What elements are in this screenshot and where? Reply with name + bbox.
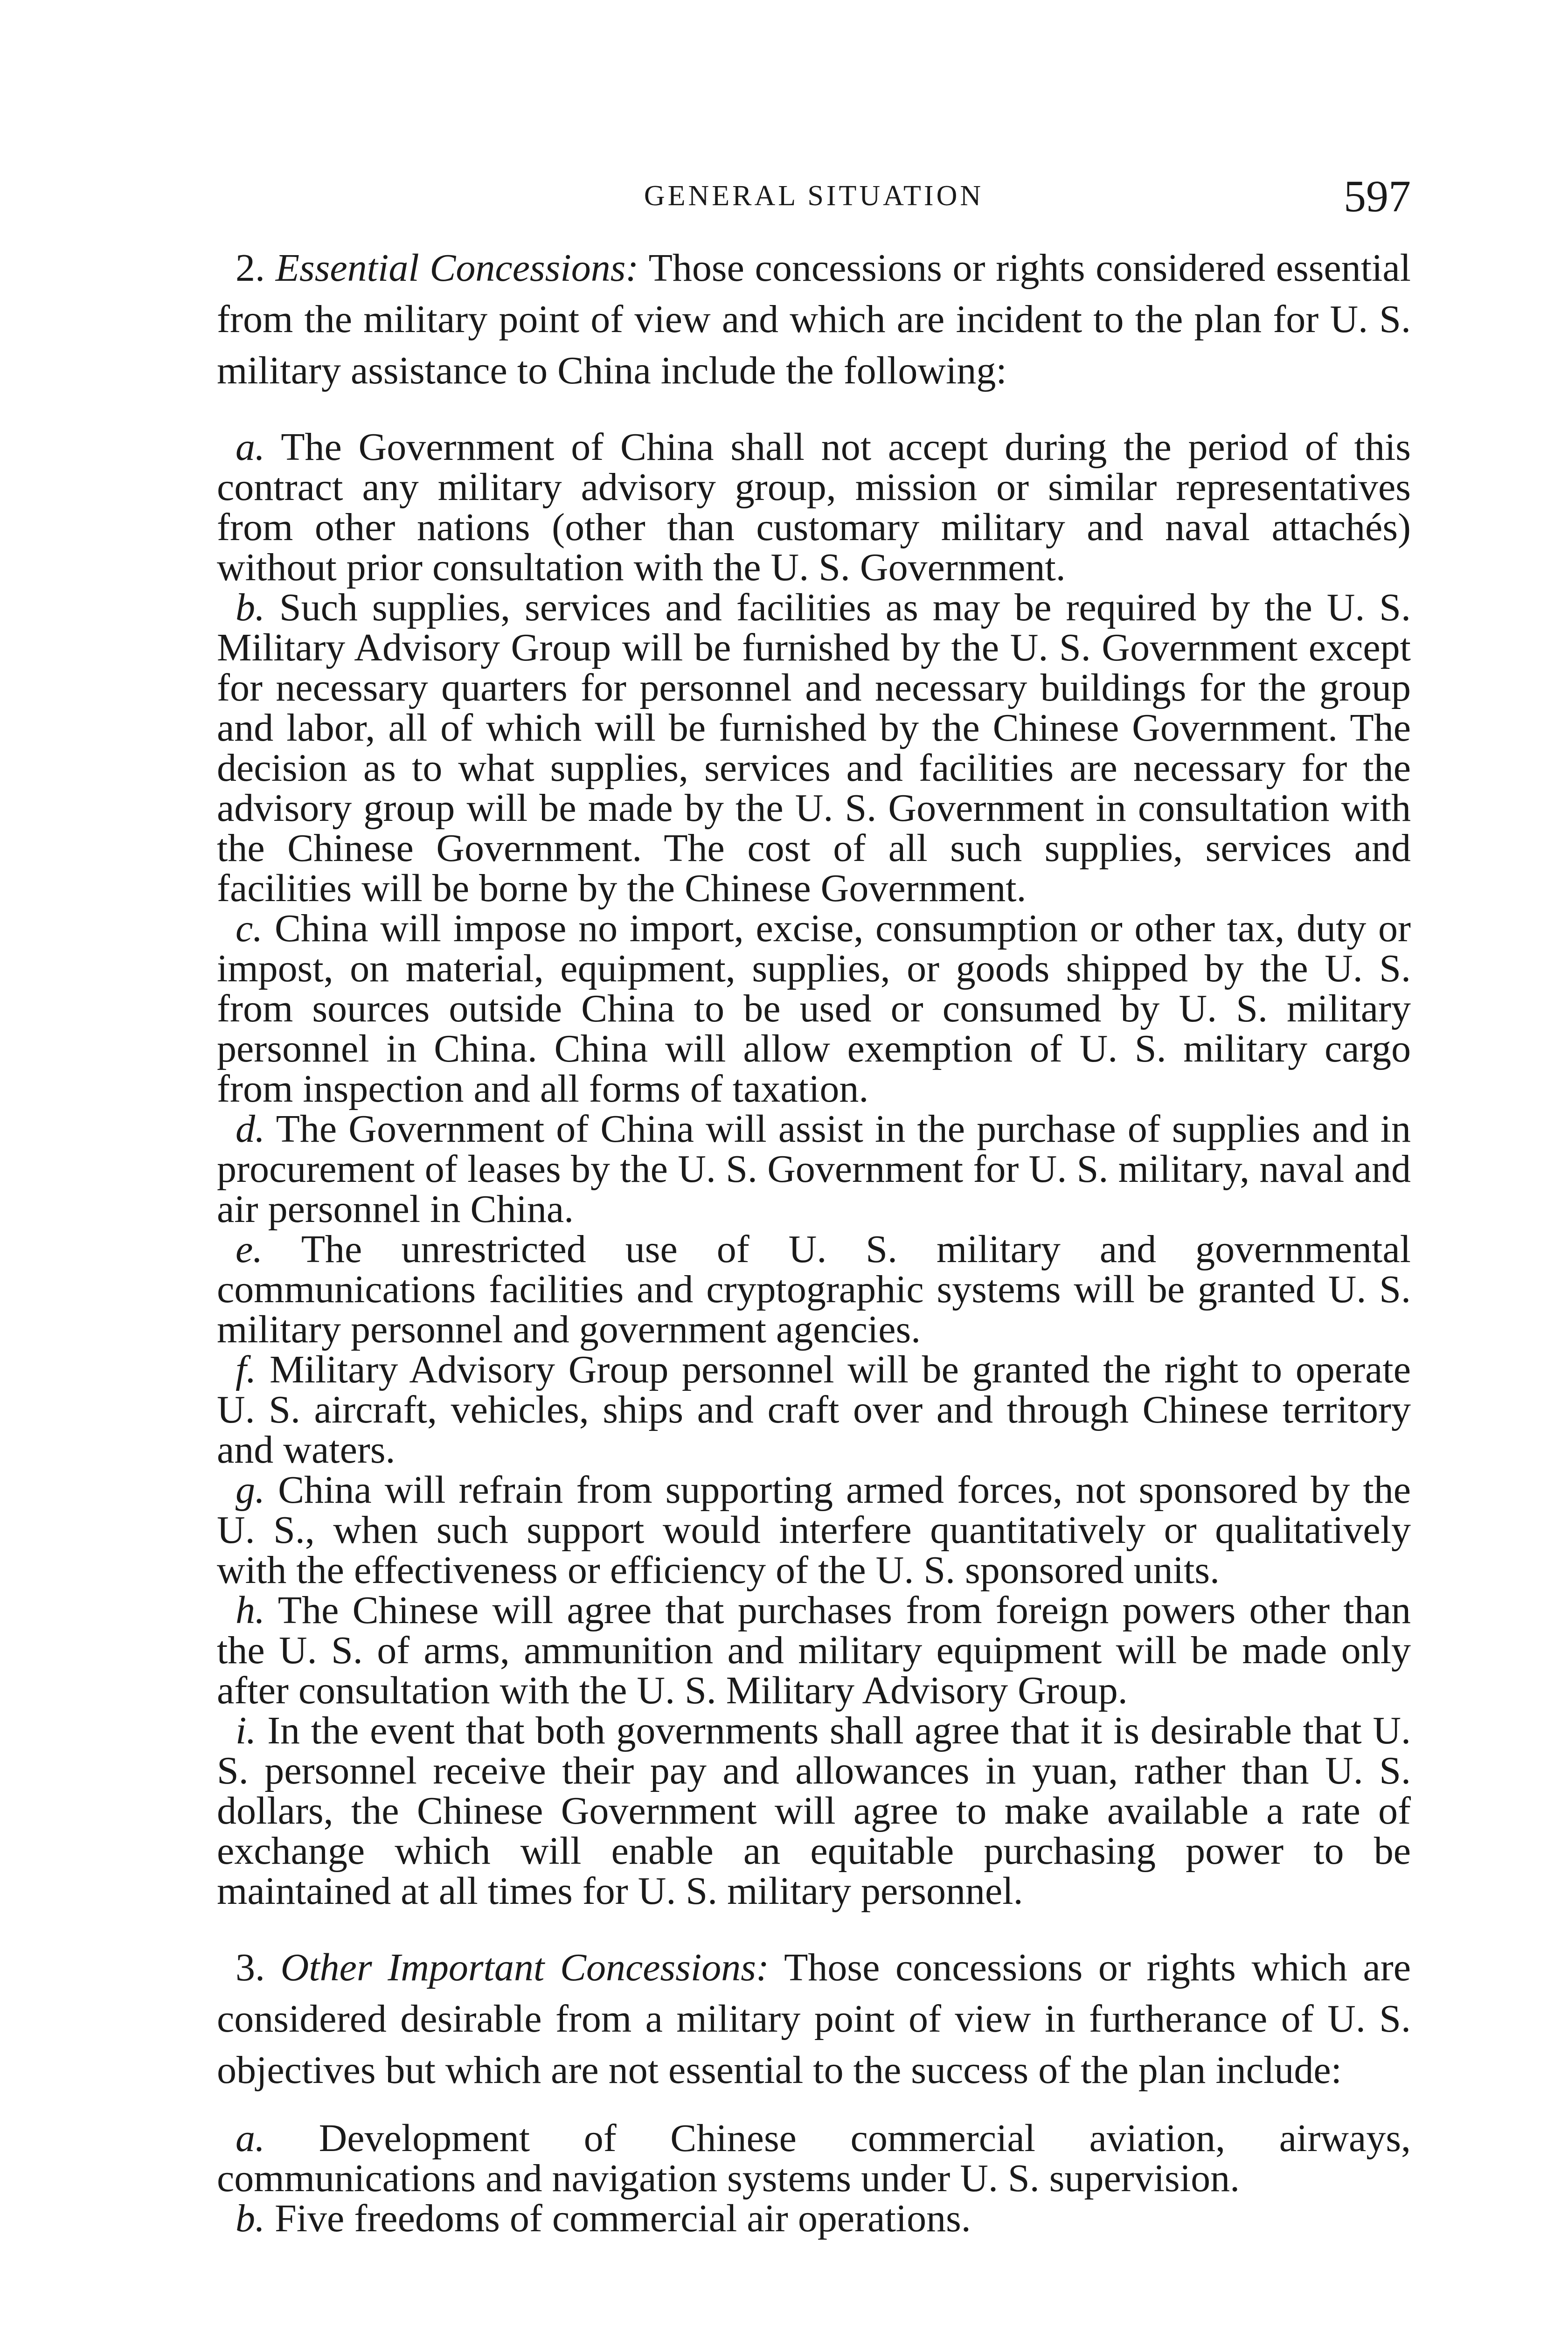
item-text: China will impose no import, excise, consumption or other tax, duty or impost, on material, equipment, supplies, or goods shipped by the U. S. from sources outside China to be used or consumed by U. S. military personnel in China. China will allow exemption of U. S. military cargo from inspection and all forms of taxation. (217, 907, 1411, 1110)
running-title: GENERAL SITUATION (644, 180, 984, 212)
item-text: The unrestricted use of U. S. military and governmental communications facilities and cryptographic systems will be granted U. S. military personnel and government agencies. (217, 1228, 1411, 1351)
item-letter: h. (236, 1589, 265, 1632)
item-text: Five freedoms of commercial air operations. (275, 2197, 971, 2240)
item-text: The Government of China will assist in the purchase of supplies and in procurement of leases by the U. S. Government for U. S. military, naval and air personnel in China. (217, 1107, 1411, 1231)
item-text: The Chinese will agree that purchases from foreign powers other than the U. S. of arms, ammunition and military equipment will be made only after consultation with the U. S. Military Advisory Group. (217, 1589, 1411, 1712)
item-letter: g. (236, 1468, 265, 1512)
item-letter: i. (236, 1709, 257, 1752)
section-3-item-a (217, 2118, 1411, 2199)
item-letter: b. (236, 2197, 265, 2240)
section-2-item-e (217, 1229, 1411, 1350)
item-letter: f. (236, 1348, 257, 1391)
item-letter: a. (236, 2117, 265, 2160)
section-3-heading: Other Important Concessions: (280, 1946, 769, 1989)
section-2-item-g (217, 1470, 1411, 1590)
section-3-item-b (217, 2199, 1411, 2239)
item-text: Development of Chinese commercial aviation, airways, communications and navigation systems under U. S. supervision. (217, 2117, 1411, 2200)
body-text (217, 243, 1411, 2239)
item-letter: d. (236, 1107, 265, 1151)
item-text: Military Advisory Group personnel will be granted the right to operate U. S. aircraft, vehicles, ships and craft over and through Chinese territory and waters. (217, 1348, 1411, 1471)
item-letter: a. (236, 425, 265, 469)
section-2-number: 2. (236, 246, 265, 290)
section-2-item-i (217, 1711, 1411, 1911)
section-2-item-a (217, 427, 1411, 588)
running-header (217, 170, 1411, 222)
section-2-item-c (217, 909, 1411, 1109)
item-letter: e. (236, 1228, 263, 1271)
item-text: In the event that both governments shall agree that it is desirable that U. S. personnel receive their pay and allowances in yuan, rather than U. S. dollars, the Chinese Government will agree to make available a rate of exchange which will enable an equitable purchasing power to be maintained at all times for U. S. military personnel. (217, 1709, 1411, 1913)
section-3-number: 3. (236, 1946, 265, 1989)
section-2-item-f (217, 1350, 1411, 1470)
item-text: China will refrain from supporting armed forces, not sponsored by the U. S., when such support would interfere quantitatively or qualitatively with the effectiveness or efficiency of the U. S. sponsored units. (217, 1468, 1411, 1592)
section-2-heading: Essential Concessions: (275, 246, 639, 290)
section-2-paragraph (217, 243, 1411, 396)
section-2-text: Those concessions or rights considered essential from the military point of view and which are incident to the plan for U. S. military assistance to China include the following: (217, 246, 1411, 392)
section-3-text: Those concessions or rights which are considered desirable from a military point of view in furtherance of U. S. objectives but which are not essential to the success of the plan include: (217, 1946, 1411, 2092)
page-number: 597 (1344, 171, 1411, 221)
item-letter: c. (236, 907, 263, 950)
section-2-item-d (217, 1109, 1411, 1229)
section-3-paragraph (217, 1942, 1411, 2096)
section-2-item-h (217, 1590, 1411, 1711)
item-text: Such supplies, services and facilities as may be required by the U. S. Military Advisory Group will be furnished by the U. S. Government except for necessary quarters for personnel and necessary buildings for the group and labor, all of which will be furnished by the Chinese Government. The decision as to what supplies, services and facilities are necessary for the advisory group will be made by the U. S. Government in consultation with the Chinese Government. The cost of all such supplies, services and facilities will be borne by the Chinese Government. (217, 586, 1411, 910)
item-letter: b. (236, 586, 265, 629)
section-2-item-b (217, 588, 1411, 909)
item-text: The Government of China shall not accept during the period of this contract any military advisory group, mission or similar representatives from other nations (other than customary military and naval attachés) without prior consultation with the U. S. Government. (217, 425, 1411, 589)
